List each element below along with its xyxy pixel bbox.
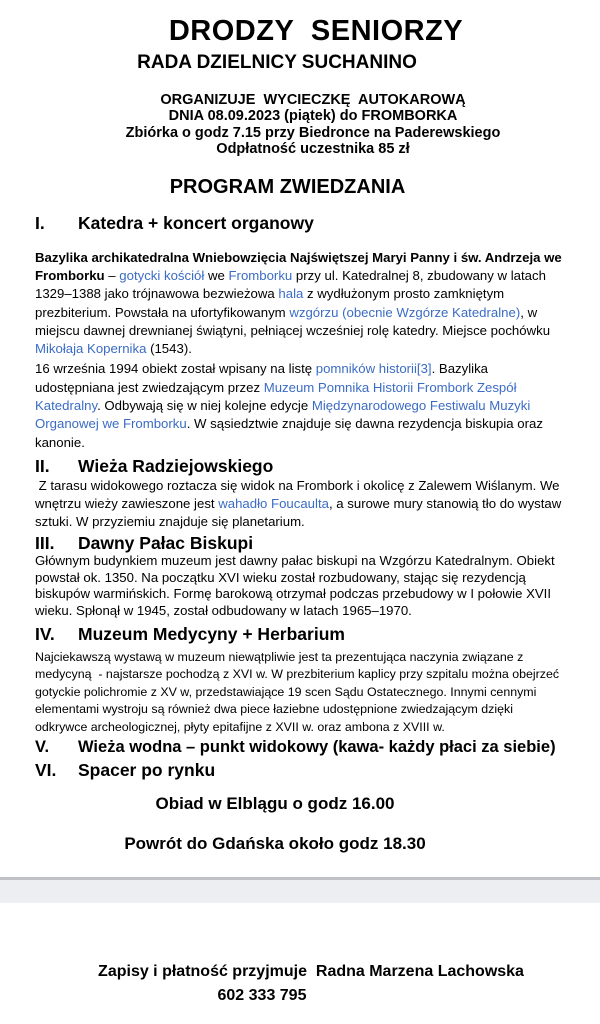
- section-heading: [35, 760, 565, 780]
- section-title: Wieża wodna – punkt widokowy (kawa- każdy płaci za siebie): [78, 738, 556, 756]
- wiki-link[interactable]: Muzeum Pomnika Historii Frombork Zespół Katedralny: [35, 379, 521, 413]
- text-run: . Odbywają się w niej kolejne edycje: [97, 398, 312, 413]
- section-number: IV.: [35, 623, 55, 644]
- section-paragraph: [35, 249, 565, 359]
- section-paragraph: [35, 477, 565, 532]
- contact-person: Zapisy i płatność przyjmuje Radna Marzena Lachowska: [98, 963, 524, 980]
- document-subtitle: RADA DZIELNICY SUCHANINO: [137, 52, 417, 73]
- intro-line-fee: Odpłatność uczestnika 85 zł: [216, 141, 410, 158]
- program-title: PROGRAM ZWIEDZANIA: [169, 175, 406, 198]
- text-run: przy ul. Katedralnej 8, zbudowany w latach 1329–1388 jako trójnawowa bezwieżowa: [35, 267, 550, 302]
- text-run: . Bazylika udostępniana jest zwiedzającym przez: [35, 361, 492, 395]
- section-heading: [35, 213, 565, 233]
- text-run: z wydłużonym prosto zamkniętym prezbiterium. Powstała na ufortyfikowanym: [35, 286, 508, 320]
- section-palac-biskupi: [35, 533, 565, 620]
- wiki-link[interactable]: pomników historii[3]: [315, 361, 432, 377]
- dinner-info: Obiad w Elblągu o godz 16.00: [155, 794, 395, 813]
- section-title: Katedra + koncert organowy: [78, 212, 314, 233]
- wiki-link[interactable]: Międzynarodowego Festiwalu Muzyki Organowej we Fromborku: [35, 398, 534, 432]
- section-spacer-po-rynku: [35, 760, 565, 780]
- text-run: , a surowe mury stanowią tło do wystaw sztuki. W przyziemiu znajduje się planetarium.: [35, 496, 565, 530]
- contact-phone: 602 333 795: [217, 987, 307, 1004]
- wiki-link[interactable]: wzgórzu (obecnie Wzgórze Katedralne): [289, 304, 521, 320]
- section-wieza-radziejowskiego: [35, 456, 565, 532]
- section-wieza-wodna: [35, 737, 565, 757]
- intro-line-date: DNIA 08.09.2023 (piątek) do FROMBORKA: [168, 108, 458, 125]
- text-run: (1543).: [146, 341, 192, 357]
- text-run: 16 września 1994 obiekt został wpisany na listę: [35, 361, 316, 377]
- text-run: Głównym budynkiem muzeum jest dawny pałac biskupi na Wzgórzu Katedralnym. Obiekt powstał ok. 1350. Na początku XVI wieku został rozbudowany, stając się rezydencją biskupów warmińskich. Formę barokową otrzymał podczas przebudowy w I połowie XVII wieku. Spłonął w 1945, został odbudowany w latach 1965–1970.: [35, 552, 559, 619]
- section-title: Wieża Radziejowskiego: [78, 455, 274, 476]
- section-heading: [35, 533, 565, 553]
- page-break-divider: [0, 877, 600, 903]
- section-number: V.: [35, 738, 50, 756]
- section-number: I.: [35, 212, 45, 233]
- section-heading: [35, 737, 565, 757]
- section-title: Dawny Pałac Biskupi: [78, 532, 254, 553]
- section-heading: [35, 624, 565, 644]
- section-number: II.: [35, 455, 50, 476]
- section-number: VI.: [35, 760, 57, 780]
- wiki-link[interactable]: hala: [278, 286, 304, 302]
- intro-line-meeting: Zbiórka o godz 7.15 przy Biedronce na Paderewskiego: [125, 124, 501, 141]
- section-title: Spacer po rynku: [78, 760, 216, 780]
- section-heading: [35, 456, 565, 476]
- wiki-link[interactable]: wahadło Foucaulta: [218, 496, 329, 512]
- wiki-link[interactable]: gotycki kościół: [119, 267, 205, 283]
- return-info: Powrót do Gdańska około godz 18.30: [124, 834, 426, 853]
- trip-intro: [61, 92, 565, 158]
- intro-line-organizer: ORGANIZUJE WYCIECZKĘ AUTOKAROWĄ: [160, 92, 466, 108]
- document-title: DRODZY SENIORZY: [168, 15, 464, 47]
- section-paragraph: [35, 553, 565, 620]
- text-run: we: [204, 267, 229, 283]
- text-run: . W sąsiedztwie znajduje się dawna rezydencja biskupia oraz kanonie.: [35, 416, 547, 450]
- section-paragraph: [35, 649, 565, 736]
- section-paragraph: [35, 360, 565, 451]
- text-run: Najciekawszą wystawą w muzeum niewątpliwie jest ta prezentująca naczynia związane z medycyną - najstarsze pochodzą z XVI w. W prezbiterium kaplicy przy szpitalu można obejrzeć gotyckie polichromie z XV w, przedstawiające 19 scen Sądu Ostatecznego. Innymi cennymi elementami wystroju są również dwa piece łaziebne udostępnione zwiedzającym dzięki odkrywce archeologicznej, płyty epitafijne z XVII w. oraz ambona z XVIII w.: [35, 649, 563, 734]
- section-muzeum-medycyny: [35, 624, 565, 736]
- text-run: Bazylika archikatedralna Wniebowzięcia Najświętszej Maryi Panny i św. Andrzeja we Fromborku: [35, 249, 566, 283]
- wiki-link[interactable]: Mikołaja Kopernika: [35, 341, 147, 357]
- section-title: Muzeum Medycyny + Herbarium: [78, 623, 345, 644]
- section-katedra: [35, 213, 565, 452]
- wiki-link[interactable]: Fromborku: [228, 267, 293, 283]
- section-number: III.: [35, 532, 55, 553]
- document-footer: [0, 962, 600, 1005]
- text-run: Z tarasu widokowego roztacza się widok na Frombork i okolicę z Zalewem Wiślanym. We wnętrzu wieży zawieszone jest: [35, 477, 564, 512]
- text-run: , w miejscu dawnej drewnianej świątyni, pełniącej wcześniej rolę katedry. Miejsce pochówku: [35, 304, 554, 338]
- text-run: –: [104, 267, 120, 283]
